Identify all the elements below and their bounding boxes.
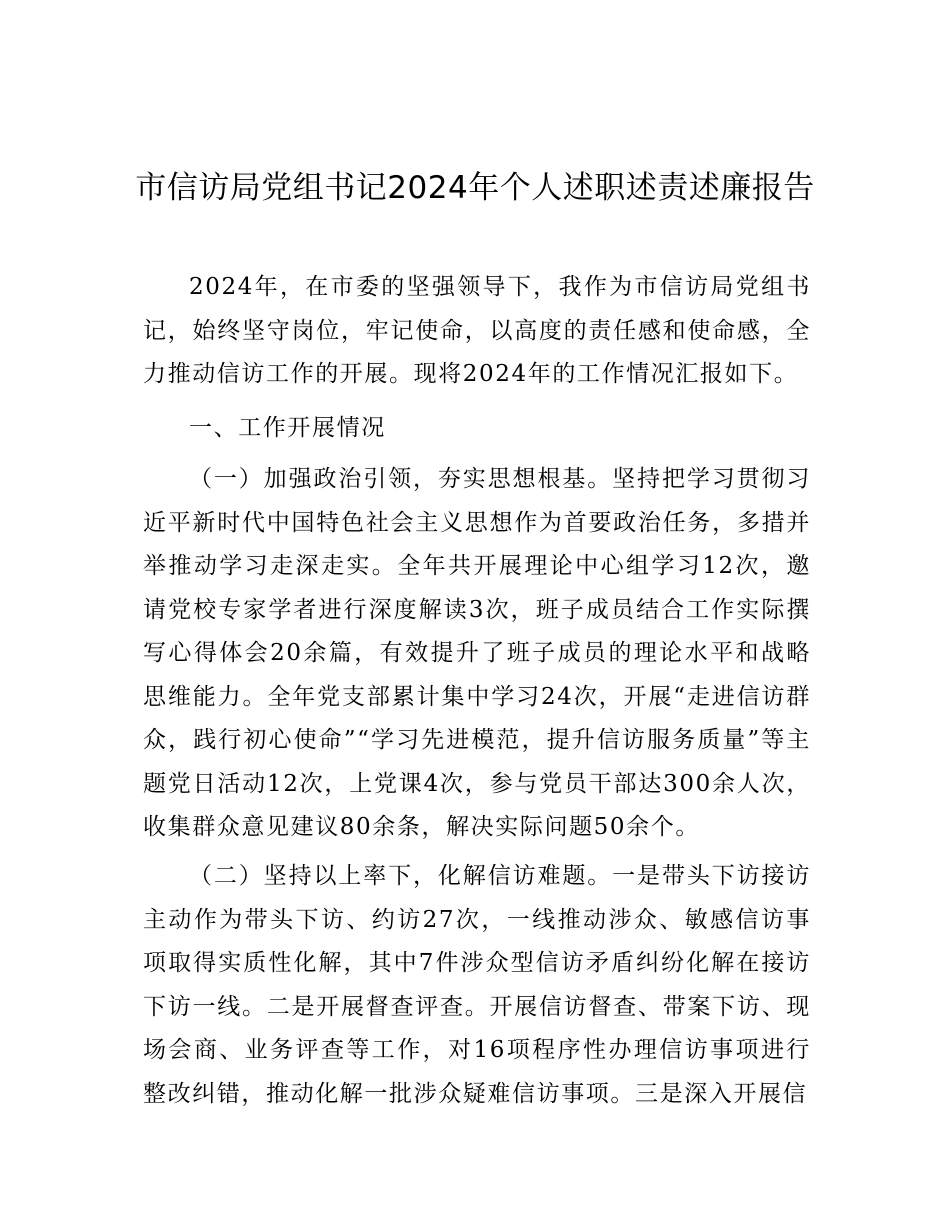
paragraph-text: 2024年，在市委的坚强领导下，我作为市信访局党组书记，始终坚守岗位，牢记使命，以高度的责任感和使命感，全力推动信访工作的开展。现将2024年的工作情况汇报如下。 [143, 274, 811, 387]
section-heading-text: 一、工作开展情况 [189, 415, 386, 441]
paragraph-text: （一）加强政治引领，夯实思想根基。坚持把学习贯彻习近平新时代中国特色社会主义思想作为首要政治任务，多措并举推动学习走深走实。全年共开展理论中心组学习12次，邀请党校专家学者进行深度解读3次，班子成员结合工作实际撰写心得体会20余篇，有效提升了班子成员的理论水平和战略思维能力。全年党支部累计集中学习24次，开展“走进信访群众，践行初心使命”“学习先进模范，提升信访服务质量”等主题党日活动12次，上党课4次，参与党员干部达300余人次，收集群众意见建议80余条，解决实际问题50余个。 [143, 466, 811, 840]
section-heading [143, 407, 811, 451]
document-title: 市信访局党组书记2024年个人述职述责述廉报告 [135, 170, 815, 206]
intro-paragraph [143, 266, 811, 397]
subsection-two-paragraph [143, 855, 811, 1116]
subsection-one-paragraph [143, 458, 811, 850]
paragraph-text: （二）坚持以上率下，化解信访难题。一是带头下访接访主动作为带头下访、约访27次，一线推动涉众、敏感信访事项取得实质性化解，其中7件涉众型信访矛盾纠纷化解在接访下访一线。二是开展督查评查。开展信访督查、带案下访、现场会商、业务评查等工作，对16项程序性办理信访事项进行整改纠错，推动化解一批涉众疑难信访事项。三是深入开展信 [143, 863, 811, 1107]
